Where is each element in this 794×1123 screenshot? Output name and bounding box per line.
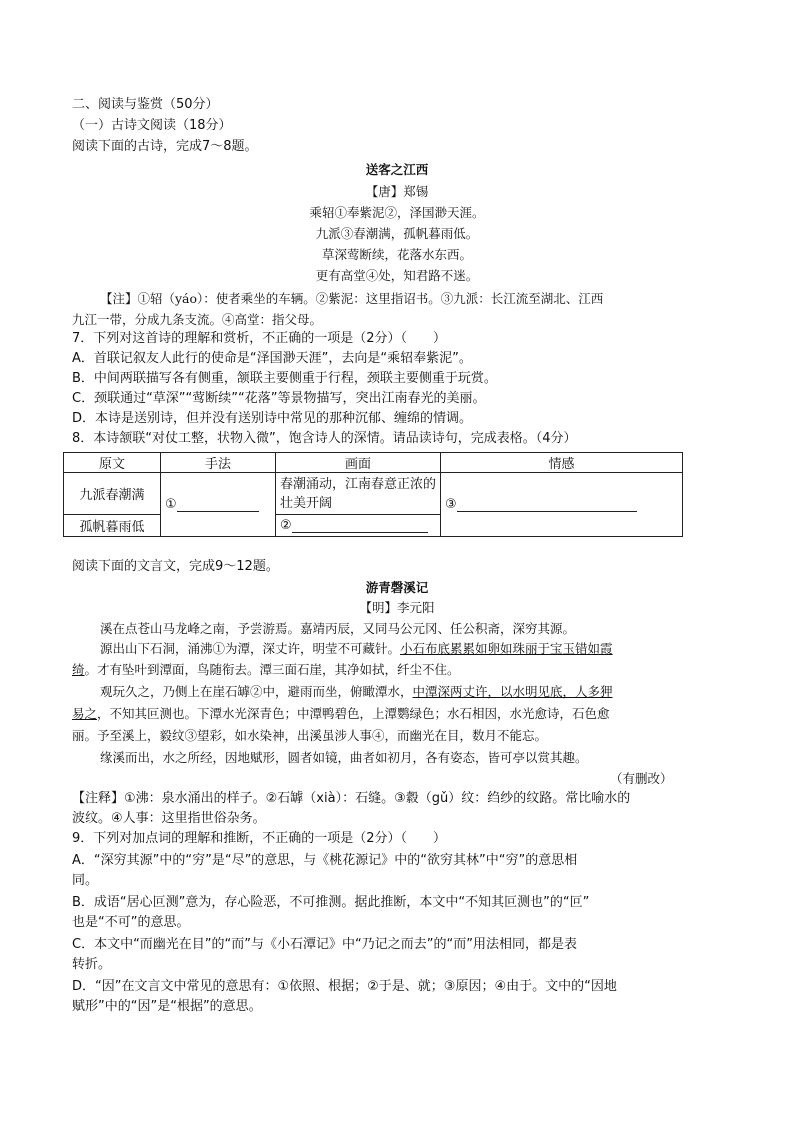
p2b-underlined: 绮 — [72, 662, 85, 677]
blank-2-line[interactable] — [292, 519, 428, 533]
header-technique: 手法 — [161, 453, 276, 473]
q7-option-b: B．中间两联描写各有侧重，颔联主要侧重于行程，颈联主要侧重于玩赏。 — [72, 371, 497, 386]
header-emotion: 情感 — [441, 453, 683, 473]
instruction-prose: 阅读下面的文言文，完成9～12题。 — [72, 559, 279, 574]
q7-option-a: A．首联记叙友人此行的使命是“泽国渺天涯”，去向是“乘轺奉紫泥”。 — [72, 351, 472, 366]
p3-underlined: 中潭深两丈许，以水明见底，人多狎 — [412, 684, 613, 699]
prose-title: 游青磬溪记 — [365, 580, 429, 595]
blank-1-label: ① — [165, 497, 177, 512]
instruction-poem: 阅读下面的古诗，完成7～8题。 — [72, 139, 258, 154]
row-original-1: 九派春潮满 — [64, 473, 161, 515]
header-original: 原文 — [64, 453, 161, 473]
prose-paragraph-3b — [72, 705, 610, 723]
section-title: 二、阅读与鉴赏（50分） — [72, 97, 219, 112]
q7-option-d: D．本诗是送别诗，但并没有送别诗中常见的那种沉郁、缠绵的情调。 — [72, 411, 473, 426]
p2-text: 源出山下石洞，涌沸①为潭，深丈许，明莹不可藏针。 — [100, 641, 401, 656]
p3b-underlined: 易之 — [72, 706, 98, 721]
q9-option-c-1: C．本文中“而幽光在目”的“而”与《小石潭记》中“乃记之而去”的“而”用法相同，都是表 — [72, 937, 577, 952]
q9-option-d-1: D．“因”在文言文中常见的意思有：①依照、根据；②于是、就；③原因；④由于。文中的“因地 — [72, 979, 617, 994]
prose-source-note: （有删改） — [610, 771, 673, 786]
prose-note-2: 波纹。④人事：这里指世俗杂务。 — [72, 811, 266, 826]
q7-stem: 7．下列对这首诗的理解和赏析，不正确的一项是（2分）（ ） — [72, 331, 447, 346]
prose-author: 【明】李元阳 — [359, 600, 435, 615]
blank-3-line[interactable] — [457, 498, 637, 512]
prose-paragraph-4: 缘溪而出，水之所经，因地赋形，圆者如镜，曲者如初月，各有姿态，皆可亭以赏其趣。 — [100, 750, 588, 765]
q9-option-c-2: 转折。 — [72, 957, 112, 972]
poem-line-2: 九派③春潮满，孤帆暮雨低。 — [315, 226, 479, 241]
prose-paragraph-3 — [100, 683, 613, 701]
row-original-2: 孤帆暮雨低 — [64, 515, 161, 537]
prose-paragraph-1: 溪在点苍山马龙峰之南，予尝游焉。嘉靖丙辰，又同马公元冈、任公积斋，深穷其源。 — [100, 621, 576, 636]
q9-option-a-2: 同。 — [72, 873, 99, 888]
poem-line-4: 更有高堂④处，知君路不迷。 — [315, 268, 479, 283]
poem-title: 送客之江西 — [365, 162, 429, 177]
q8-stem: 8．本诗颔联“对仗工整，状物入微”，饱含诗人的深情。请品读诗句，完成表格。（4分） — [72, 431, 577, 446]
emotion-cell[interactable] — [441, 473, 683, 537]
poem-note-2: 九江一带，分成九条支流。④高堂：指父母。 — [72, 312, 323, 327]
poem-author: 【唐】郑锡 — [365, 184, 429, 199]
header-scene: 画面 — [276, 453, 441, 473]
p2b-text: 。才有坠叶到潭面，鸟随衔去。潭三面石崖，其净如拭，纤尘不住。 — [84, 662, 460, 677]
subsection-title: （一）古诗文阅读（18分） — [72, 118, 232, 133]
technique-cell[interactable] — [161, 473, 276, 537]
q9-option-d-2: 赋形”中的“因”是“根据”的意思。 — [72, 999, 262, 1014]
q9-option-b-1: B．成语“居心叵测”意为，存心险恶，不可推测。据此推断，本文中“不知其叵测也”的“叵” — [72, 895, 590, 910]
prose-paragraph-2 — [100, 640, 613, 658]
blank-3-label: ③ — [445, 497, 457, 512]
prose-note-1: 【注释】①沸：泉水涌出的样子。②石罅（xià）：石缝。③縠（gǔ）纹：绉纱的纹路。常比喻水的 — [72, 791, 631, 806]
q9-option-b-2: 也是“不可”的意思。 — [72, 915, 190, 930]
blank-1-line[interactable] — [177, 498, 259, 512]
answer-table — [63, 452, 683, 537]
q9-stem: 9．下列对加点词的理解和推断，不正确的一项是（2分）（ ） — [72, 831, 447, 846]
p2-underlined: 小石布底累累如卵如珠丽于宝玉错如霞 — [400, 641, 613, 656]
q9-option-a-1: A．“深穷其源”中的“穷”是“尽”的意思，与《桃花源记》中的“欲穷其林”中“穷”的意思相 — [72, 853, 578, 868]
poem-line-3: 草深莺断续，花落水东西。 — [321, 247, 472, 262]
p3-text: 观玩久之，乃侧上在崖石罅②中，避雨而坐，俯瞰潭水， — [100, 684, 413, 699]
scene-cell-1: 春潮涌动，江南春意正浓的壮美开阔 — [276, 473, 441, 515]
poem-note-1: 【注】①轺（yáo）：使者乘坐的车辆。②紫泥：这里指诏书。③九派：长江流至湖北、江西 — [100, 291, 604, 306]
p3b-text: ，不知其叵测也。下潭水光深青色；中潭鸭碧色，上潭鹦绿色；水石相因，水光愈诗，石色愈 — [97, 706, 610, 721]
poem-line-1: 乘轺①奉紫泥②，泽国渺天涯。 — [309, 205, 485, 220]
scene-cell-2[interactable] — [276, 515, 441, 537]
prose-paragraph-2b — [72, 661, 460, 679]
q7-option-c: C．颈联通过“草深”“莺断续”“花落”等景物描写，突出江南春光的美丽。 — [72, 391, 486, 406]
blank-2-label: ② — [280, 518, 292, 533]
prose-paragraph-3c: 丽。予至溪上，毅纹③望彩，如水染神，出溪虽涉人事④，而幽光在目，数月不能忘。 — [72, 728, 548, 743]
